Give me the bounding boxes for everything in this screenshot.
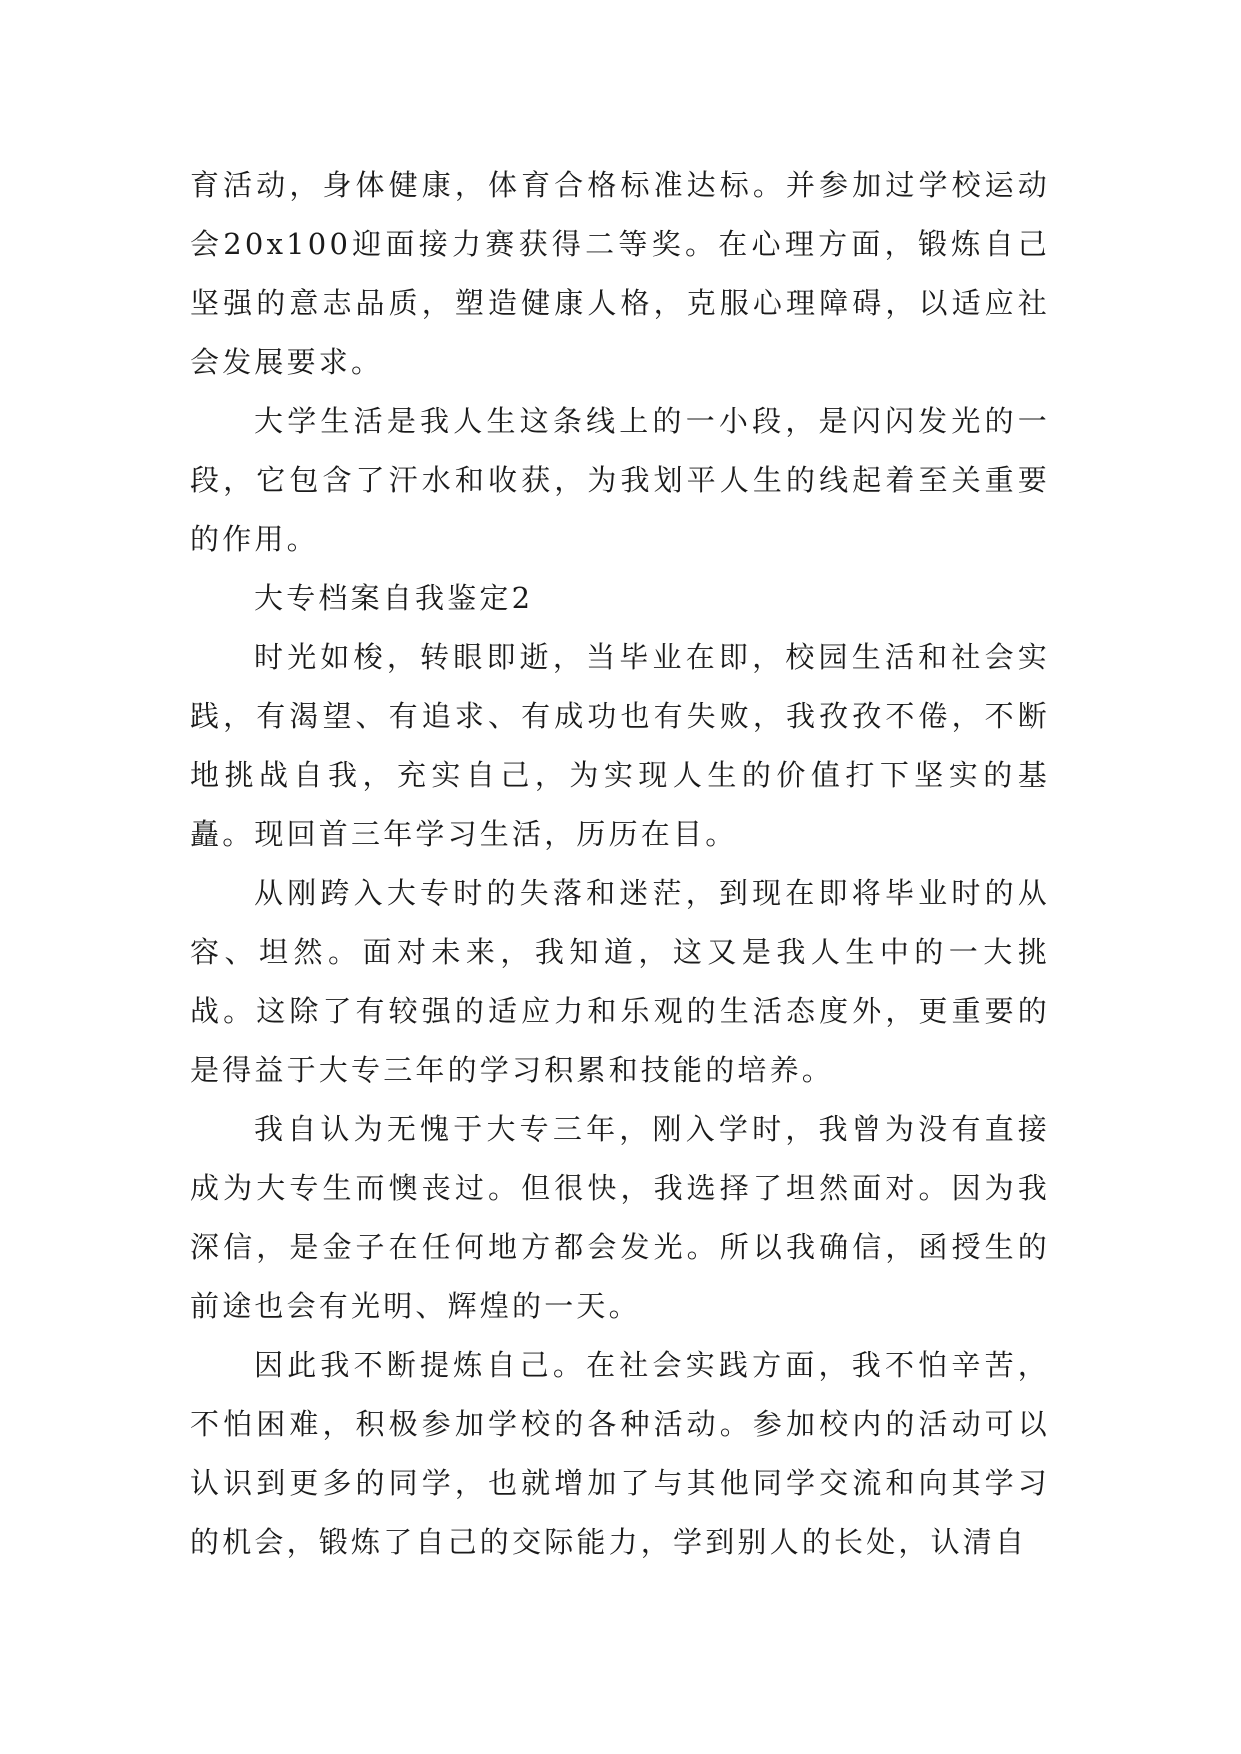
paragraph-continuation: 育活动，身体健康，体育合格标准达标。并参加过学校运动会20x100迎面接力赛获得二等奖。在心理方面，锻炼自己坚强的意志品质，塑造健康人格，克服心理障碍，以适应社会发展要求。 <box>190 168 1050 379</box>
document-body <box>190 156 1050 1572</box>
paragraph-time-flies: 时光如梭，转眼即逝，当毕业在即，校园生活和社会实践，有渴望、有追求、有成功也有失败，我孜孜不倦，不断地挑战自我，充实自己，为实现人生的价值打下坚实的基矗。现回首三年学习生活，历历在目。 <box>190 640 1050 851</box>
paragraph-from-lost-to-calm: 从刚跨入大专时的失落和迷茫，到现在即将毕业时的从容、坦然。面对未来，我知道，这又是我人生中的一大挑战。这除了有较强的适应力和乐观的生活态度外，更重要的是得益于大专三年的学习积累和技能的培养。 <box>190 876 1050 1087</box>
paragraph-no-regrets: 我自认为无愧于大专三年，刚入学时，我曾为没有直接成为大专生而懊丧过。但很快，我选择了坦然面对。因为我深信，是金子在任何地方都会发光。所以我确信，函授生的前途也会有光明、辉煌的一天。 <box>190 1112 1050 1323</box>
section-heading: 大专档案自我鉴定2 <box>254 581 534 615</box>
paragraph-self-improvement: 因此我不断提炼自己。在社会实践方面，我不怕辛苦，不怕困难，积极参加学校的各种活动。参加校内的活动可以认识到更多的同学，也就增加了与其他同学交流和向其学习的机会，锻炼了自己的交际能力，学到别人的长处，认清自 <box>190 1348 1050 1559</box>
paragraph-university-life: 大学生活是我人生这条线上的一小段，是闪闪发光的一段，它包含了汗水和收获，为我划平人生的线起着至关重要的作用。 <box>190 404 1050 556</box>
